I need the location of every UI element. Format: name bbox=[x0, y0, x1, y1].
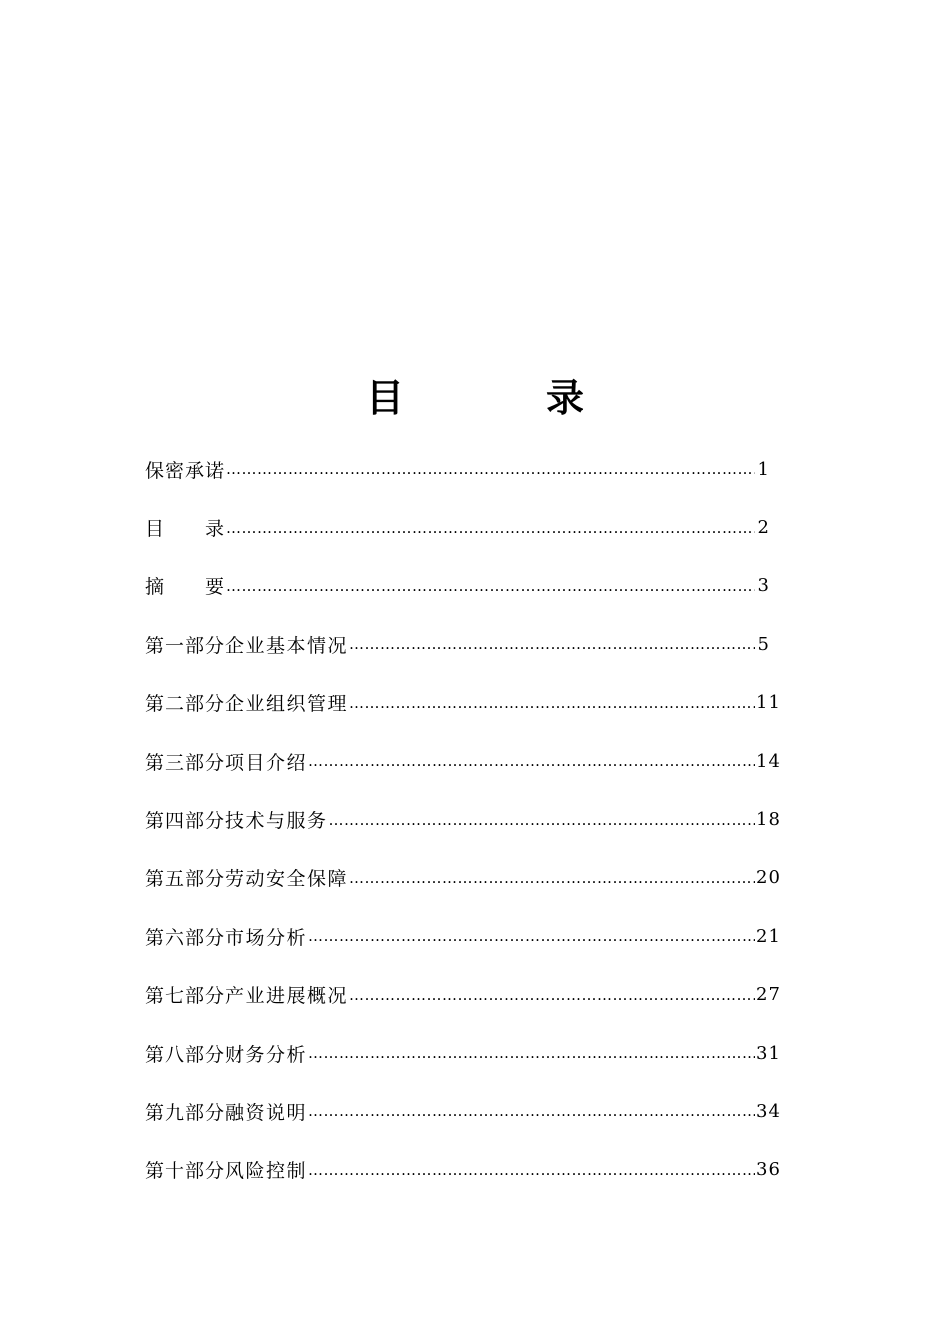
toc-entry-part-4[interactable] bbox=[145, 790, 781, 848]
toc-leader-dots bbox=[226, 575, 755, 597]
toc-entry-part: 第六部分 bbox=[145, 926, 226, 949]
toc-entry-part: 第三部分 bbox=[145, 751, 226, 774]
toc-entry-part: 第十部分 bbox=[145, 1160, 226, 1183]
toc-entry-part: 目 录 bbox=[145, 518, 226, 541]
toc-entry-part: 保密承诺 bbox=[145, 459, 226, 482]
toc-leader-dots bbox=[308, 1159, 755, 1181]
toc-entry-title: 风险控制 bbox=[225, 1160, 308, 1183]
toc-entry-part-8[interactable] bbox=[145, 1024, 781, 1082]
toc-entry-page: 1 bbox=[757, 458, 770, 480]
toc-entry-page: 34 bbox=[756, 1100, 781, 1122]
toc-entry-page: 2 bbox=[757, 517, 770, 539]
toc-entry-part-7[interactable] bbox=[145, 966, 781, 1024]
toc-leader-dots bbox=[349, 692, 755, 714]
toc-leader-dots bbox=[308, 750, 755, 772]
toc-leader-dots bbox=[308, 1042, 755, 1064]
toc-entry-page: 21 bbox=[756, 925, 781, 947]
toc-entry-part: 第九部分 bbox=[145, 1101, 226, 1124]
toc-entry-part-10[interactable] bbox=[145, 1141, 781, 1199]
toc-entry-page: 20 bbox=[756, 867, 781, 889]
toc-entry-contents[interactable] bbox=[145, 498, 770, 556]
toc-entry-part-1[interactable] bbox=[145, 615, 770, 673]
toc-entry-page: 5 bbox=[757, 633, 770, 655]
toc-leader-dots bbox=[308, 925, 755, 947]
toc-entry-confidentiality[interactable] bbox=[145, 440, 770, 498]
toc-entry-page: 36 bbox=[756, 1159, 781, 1181]
toc-entry-part-5[interactable] bbox=[145, 849, 781, 907]
toc-entry-part: 第八部分 bbox=[145, 1043, 226, 1066]
table-of-contents bbox=[145, 440, 781, 1199]
toc-entry-part-2[interactable] bbox=[145, 674, 781, 732]
toc-entry-page: 11 bbox=[756, 692, 781, 714]
toc-entry-part-3[interactable] bbox=[145, 732, 781, 790]
toc-entry-title: 劳动安全保障 bbox=[225, 868, 349, 891]
toc-leader-dots bbox=[226, 517, 755, 539]
toc-entry-part-6[interactable] bbox=[145, 907, 781, 965]
toc-entry-page: 3 bbox=[757, 575, 770, 597]
toc-entry-page: 31 bbox=[756, 1042, 781, 1064]
toc-entry-part: 第四部分 bbox=[145, 810, 226, 833]
toc-leader-dots bbox=[226, 458, 755, 480]
toc-leader-dots bbox=[308, 1100, 755, 1122]
toc-entry-part-9[interactable] bbox=[145, 1082, 781, 1140]
toc-entry-page: 27 bbox=[756, 984, 781, 1006]
toc-leader-dots bbox=[349, 867, 755, 889]
toc-entry-part: 第一部分 bbox=[145, 634, 226, 657]
toc-entry-title: 项目介绍 bbox=[225, 751, 308, 774]
toc-entry-title: 技术与服务 bbox=[225, 810, 328, 833]
toc-leader-dots bbox=[349, 633, 755, 655]
toc-entry-part: 第二部分 bbox=[145, 693, 226, 716]
toc-entry-title: 企业组织管理 bbox=[225, 693, 349, 716]
toc-entry-title: 财务分析 bbox=[225, 1043, 308, 1066]
toc-entry-title: 市场分析 bbox=[225, 926, 308, 949]
toc-entry-title: 融资说明 bbox=[225, 1101, 308, 1124]
toc-entry-title: 企业基本情况 bbox=[225, 634, 349, 657]
toc-entry-page: 18 bbox=[756, 809, 781, 831]
toc-entry-page: 14 bbox=[756, 750, 781, 772]
toc-entry-part: 摘 要 bbox=[145, 576, 226, 599]
toc-leader-dots bbox=[349, 984, 755, 1006]
toc-entry-part: 第五部分 bbox=[145, 868, 226, 891]
toc-entry-part: 第七部分 bbox=[145, 985, 226, 1008]
toc-leader-dots bbox=[329, 809, 755, 831]
toc-heading: 目 录 bbox=[365, 376, 636, 420]
toc-entry-summary[interactable] bbox=[145, 557, 770, 615]
toc-entry-title: 产业进展概况 bbox=[225, 985, 349, 1008]
